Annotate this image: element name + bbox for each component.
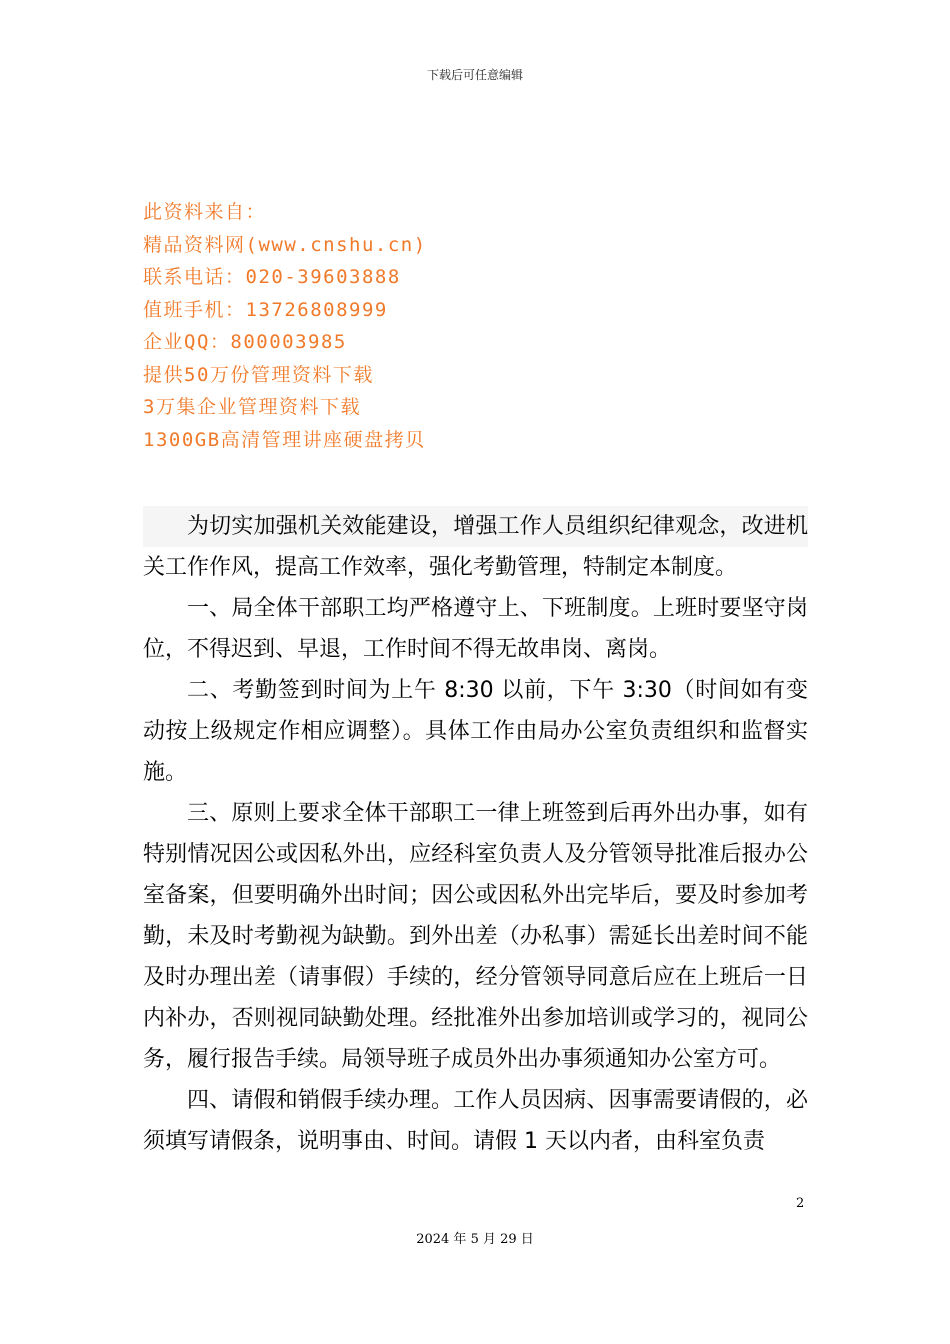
source-line: 3万集企业管理资料下载: [143, 396, 361, 418]
body-paragraph: 二、考勤签到时间为上午 8:30 以前，下午 3:30（时间如有变动按上级规定作相应调整）。具体工作由局办公室负责组织和监督实施。: [143, 678, 808, 785]
source-line: 精品资料网(www.cnshu.cn): [143, 233, 427, 256]
source-line: 1300GB高清管理讲座硬盘拷贝: [143, 428, 426, 451]
document-body: [143, 506, 808, 1162]
source-line: 此资料来自：: [143, 201, 267, 223]
source-info-block: [143, 196, 427, 456]
page-header: 下载后可任意编辑: [426, 68, 523, 82]
source-line: 值班手机：13726808999: [143, 298, 388, 321]
footer-date: 2024 年 5 月 29 日: [416, 1232, 534, 1247]
page-number: 2: [796, 1196, 805, 1211]
body-paragraph: 一、局全体干部职工均严格遵守上、下班制度。上班时要坚守岗位，不得迟到、早退，工作时间不得无故串岗、离岗。: [143, 596, 808, 662]
body-paragraph: 四、请假和销假手续办理。工作人员因病、因事需要请假的，必须填写请假条，说明事由、时间。请假 1 天以内者，由科室负责: [143, 1088, 808, 1154]
source-line: 提供50万份管理资料下载: [143, 363, 374, 386]
body-paragraph: 为切实加强机关效能建设，增强工作人员组织纪律观念，改进机关工作作风，提高工作效率，强化考勤管理，特制定本制度。: [143, 514, 808, 580]
body-paragraph: 三、原则上要求全体干部职工一律上班签到后再外出办事，如有特别情况因公或因私外出，应经科室负责人及分管领导批准后报办公室备案，但要明确外出时间；因公或因私外出完毕后，要及时参加考勤，未及时考勤视为缺勤。到外出差（办私事）需延长出差时间不能及时办理出差（请事假）手续的，经分管领导同意后应在上班后一日内补办，否则视同缺勤处理。经批准外出参加培训或学习的，视同公务，履行报告手续。局领导班子成员外出办事须通知办公室方可。: [143, 801, 808, 1072]
source-line: 企业QQ：800003985: [143, 331, 347, 353]
source-line: 联系电话：020-39603888: [143, 266, 401, 288]
